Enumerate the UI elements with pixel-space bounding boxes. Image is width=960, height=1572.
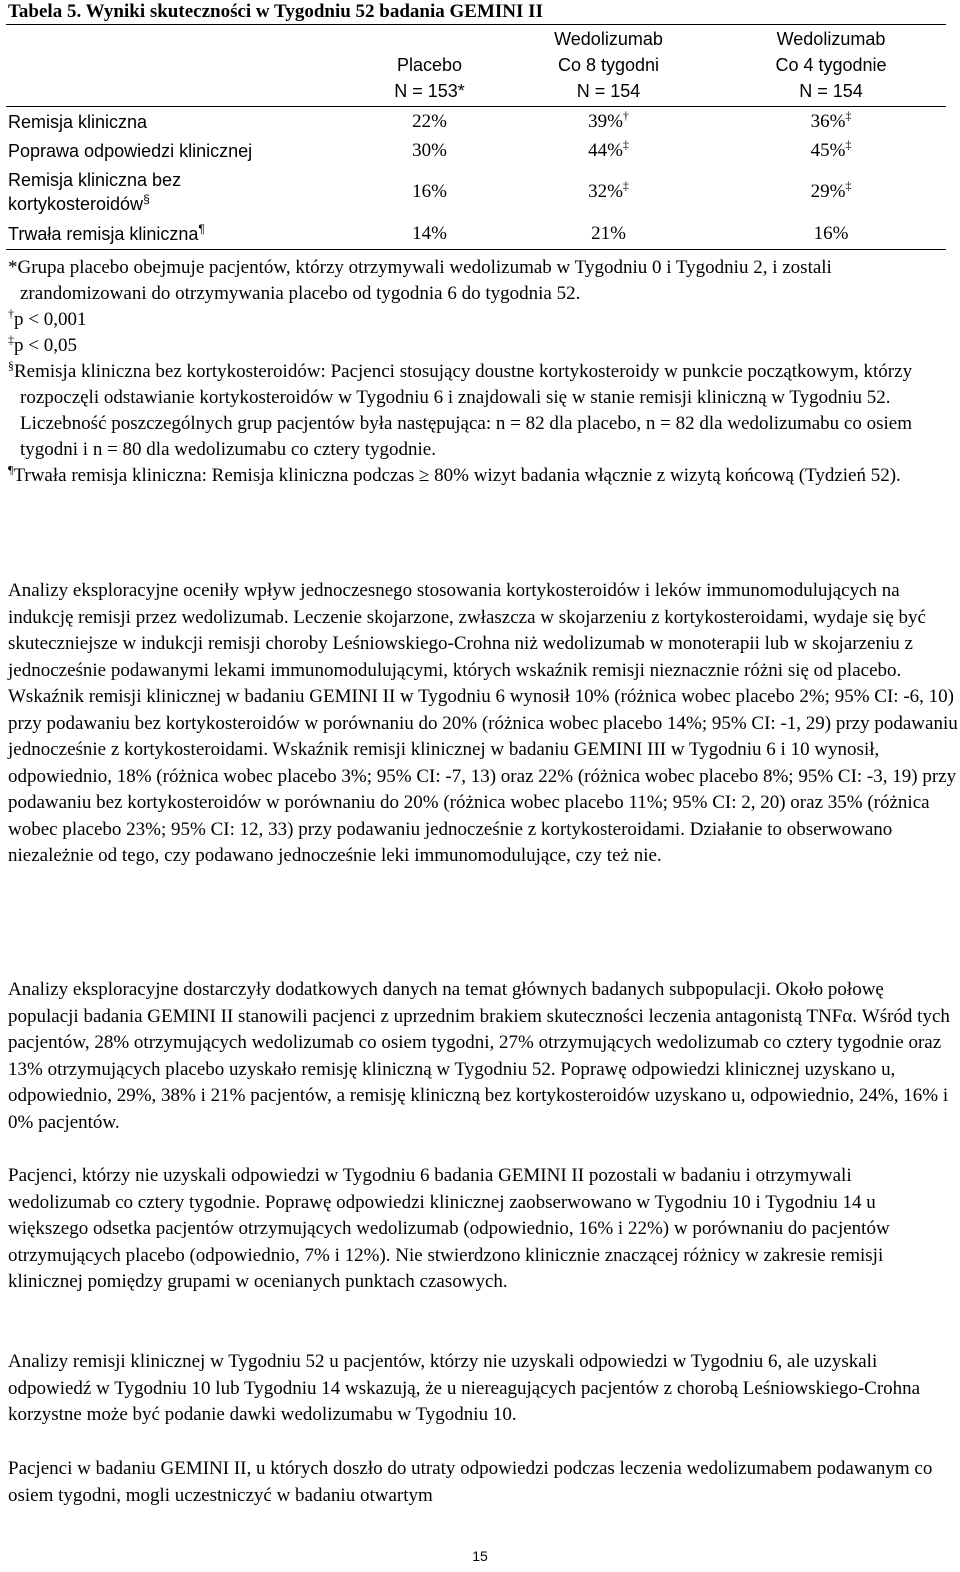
row-label: Remisja kliniczna bez kortykosteroidów§ [8, 170, 182, 214]
cell-q4w: 45%‡ [810, 137, 852, 161]
page-number: 15 [472, 1548, 488, 1564]
paragraph-subpopulations: Analizy eksploracyjne dostarczyły dodatkowych danych na temat głównych badanych subpopulacji. Około połowę populacji badania GEMINI II stanowili pacjenci z uprzednim brakiem skuteczności leczenia antagonistą TNFα. Wśród tych pacjentów, 28% otrzymujących wedolizumab co osiem tygodni, 27% otrzymujących wedolizumab co cztery tygodnie oraz 13% otrzymujących placebo uzyskało remisję kliniczną w Tygodniu 52. Poprawę odpowiedzi klinicznej uzyskano u, odpowiednio, 29%, 38% i 21% pacjentów, a remisję kliniczną bez kortykosteroidów uzyskano u, odpowiednio, 24%, 16% i 0% pacjentów. [8, 979, 950, 1133]
paragraph-loss-of-response: Pacjenci w badaniu GEMINI II, u których doszło do utraty odpowiedzi podczas leczenia wedolizumabem podawanym co osiem tygodni, mogli uczestniczyć w badaniu otwartym [8, 1458, 933, 1506]
cell-q8w: 44%‡ [588, 137, 629, 161]
footnote-double-dagger: ‡p < 0,05 [8, 332, 77, 356]
table-footnotes [8, 255, 948, 489]
header-placebo [358, 25, 501, 107]
footnote-dagger: †p < 0,001 [8, 306, 87, 330]
header-placebo-name: Placebo [396, 55, 463, 75]
header-q4w-drug: Wedolizumab [776, 29, 886, 49]
header-q8w-n: N = 154 [576, 81, 641, 101]
cell-placebo: 30% [412, 139, 447, 161]
cell-q8w: 32%‡ [588, 178, 629, 202]
header-q8w-dose: Co 8 tygodni [557, 55, 660, 75]
cell-q4w: 36%‡ [810, 108, 852, 132]
cell-q4w: 16% [716, 219, 946, 250]
footnote-pilcrow: ¶Trwała remisja kliniczna: Remisja kliniczna podczas ≥ 80% wizyt badania włącznie z wizytą końcową (Tydzień 52). [8, 462, 901, 486]
header-q4w-dose: Co 4 tygodnie [775, 55, 887, 75]
paragraph-corticosteroids: Analizy eksploracyjne oceniły wpływ jednoczesnego stosowania kortykosteroidów i leków immunomodulujących na indukcję remisji przez wedolizumab. Leczenie skojarzone, zwłaszcza w skojarzeniu z kortykosteroidami, wydaje się być skuteczniejsze w indukcji remisji choroby Leśniowskiego-Crohna niż wedolizumab w monoterapii lub w skojarzeniu z jednocześnie podawanymi lekami immunomodulującymi, których wskaźnik remisji nieznacznie różni się od placebo. Wskaźnik remisji klinicznej w badaniu GEMINI II w Tygodniu 6 wynosił 10% (różnica wobec placebo 2%; 95% CI: -6, 10) przy podawaniu bez kortykosteroidów w porównaniu do 20% (różnica wobec placebo 14%; 95% CI: -1, 29) przy podawaniu jednocześnie z kortykosteroidami. Wskaźnik remisji klinicznej w badaniu GEMINI III w Tygodniu 6 i 10 wynosił, odpowiednio, 18% (różnica wobec placebo 3%; 95% CI: -7, 13) oraz 22% (różnica wobec placebo 8%; 95% CI: -3, 19) przy podawaniu bez kortykosteroidów w porównaniu do 20% (różnica wobec placebo 11%; 95% CI: 2, 20) oraz 35% (różnica wobec placebo 23%; 95% CI: 12, 33) przy podawaniu jednocześnie z kortykosteroidami. Działanie to obserwowano niezależnie od tego, czy podawano jednocześnie leki immunomodulujące, czy też nie. [8, 580, 958, 866]
header-empty-cell [6, 25, 358, 107]
footnote-section: §Remisja kliniczna bez kortykosteroidów: Pacjenci stosujący doustne kortykosteroidy w punkcie początkowym, którzy rozpoczęli odstawianie kortykosteroidów w Tygodniu 6 i znajdowali się w stanie remisji kliniczną w Tygodniu 52. Liczebność poszczególnych grup pacjentów była następująca: n = 82 dla placebo, n = 82 dla wedolizumabu co osiem tygodni i n = 80 dla wedolizumabu co cztery tygodnie. [8, 358, 913, 460]
header-q4w [716, 25, 946, 107]
results-table [6, 24, 946, 250]
cell-placebo: 14% [358, 219, 501, 250]
row-label: Poprawa odpowiedzi klinicznej [8, 140, 253, 161]
table-row [6, 136, 946, 165]
paragraph-nonresponders: Pacjenci, którzy nie uzyskali odpowiedzi w Tygodniu 6 badania GEMINI II pozostali w badaniu i otrzymywali wedolizumab co cztery tygodnie. Poprawę odpowiedzi klinicznej zaobserwowano w Tygodniu 10 i Tygodniu 14 u większego odsetka pacjentów otrzymujących wedolizumab (odpowiednio, 16% i 22%) w porównaniu do pacjentów otrzymujących placebo (odpowiednio, 7% i 12%). Nie stwierdzono klinicznie znaczącej różnicy w zakresie remisji klinicznej pomiędzy grupami w ocenianych punktach czasowych. [8, 1165, 890, 1292]
row-label: Trwała remisja kliniczna¶ [6, 219, 358, 250]
cell-placebo: 16% [412, 181, 447, 202]
header-q4w-n: N = 154 [799, 81, 863, 101]
cell-q8w: 21% [501, 219, 716, 250]
table-row [6, 219, 946, 250]
footnote-star: *Grupa placebo obejmuje pacjentów, którzy otrzymywali wedolizumab w Tygodniu 0 i Tygodniu 2, i zostali zrandomizowani do otrzymywania placebo od tygodnia 6 do tygodnia 52. [8, 257, 832, 304]
paragraph-week52-analysis: Analizy remisji klinicznej w Tygodniu 52 u pacjentów, którzy nie uzyskali odpowiedzi w Tygodniu 6, ale uzyskali odpowiedź w Tygodniu 10 lub Tygodniu 14 wskazują, że u niereagujących pacjentów z chorobą Leśniowskiego-Crohna korzystne może być podanie dawki wedolizumabu w Tygodniu 10. [8, 1351, 921, 1425]
table-caption: Tabela 5. Wyniki skuteczności w Tygodniu 52 badania GEMINI II [8, 1, 543, 22]
cell-placebo: 22% [412, 110, 447, 132]
row-label: Remisja kliniczna [8, 111, 148, 132]
header-q8w [501, 25, 716, 107]
header-placebo-n: N = 153* [394, 81, 465, 101]
cell-q8w: 39%† [588, 108, 629, 132]
table-header-row [6, 25, 946, 107]
cell-q4w: 29%‡ [810, 178, 852, 202]
table-row [6, 165, 946, 219]
header-q8w-drug: Wedolizumab [554, 29, 663, 49]
table-row [6, 107, 946, 137]
